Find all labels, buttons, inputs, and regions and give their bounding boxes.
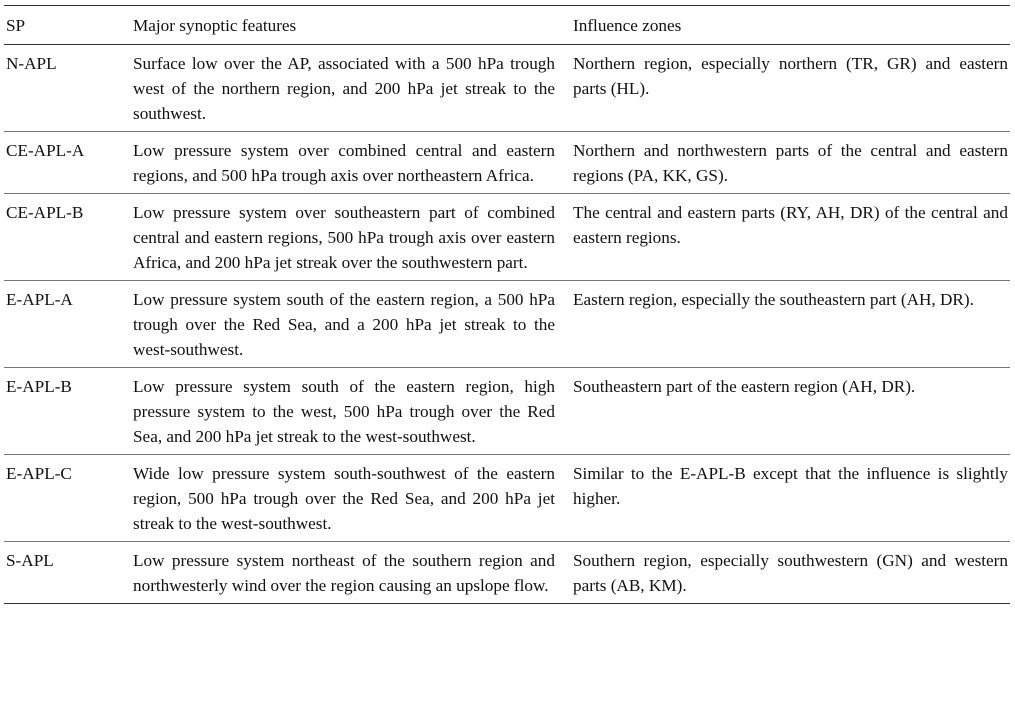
cell-zones: Eastern region, especially the southeastern part (AH, DR). bbox=[573, 290, 974, 309]
cell-features: Low pressure system south of the eastern region, high pressure system to the west, 500 hPa trough over the Red Sea, and 200 hPa jet streak to the west-southwest. bbox=[133, 377, 555, 446]
table-row bbox=[4, 45, 1010, 132]
cell-sp: CE-APL-B bbox=[6, 203, 84, 222]
table-row bbox=[4, 281, 1010, 368]
cell-features: Low pressure system northeast of the southern region and northwesterly wind over the region causing an upslope flow. bbox=[133, 551, 555, 595]
table-header bbox=[4, 6, 1010, 45]
header-sp: SP bbox=[6, 15, 26, 35]
cell-features: Low pressure system over combined central and eastern regions, and 500 hPa trough axis over northeastern Africa. bbox=[133, 141, 555, 185]
cell-zones: Northern region, especially northern (TR, GR) and eastern parts (HL). bbox=[573, 54, 1008, 98]
header-major-synoptic-features: Major synoptic features bbox=[133, 15, 297, 35]
cell-features: Surface low over the AP, associated with a 500 hPa trough west of the northern region, and 200 hPa jet streak to the southwest. bbox=[133, 54, 555, 123]
table-body bbox=[4, 45, 1010, 604]
table-row bbox=[4, 542, 1010, 604]
synoptic-pattern-table-container bbox=[4, 5, 1010, 604]
cell-sp: CE-APL-A bbox=[6, 141, 85, 160]
cell-sp: S-APL bbox=[6, 551, 54, 570]
cell-sp: N-APL bbox=[6, 54, 57, 73]
cell-features: Wide low pressure system south-southwest of the eastern region, 500 hPa trough over the Red Sea, and 200 hPa jet streak to the west-southwest. bbox=[133, 464, 555, 533]
cell-zones: Southeastern part of the eastern region (AH, DR). bbox=[573, 377, 916, 396]
table-row bbox=[4, 455, 1010, 542]
synoptic-pattern-table bbox=[4, 5, 1010, 604]
cell-zones: Northern and northwestern parts of the central and eastern regions (PA, KK, GS). bbox=[573, 141, 1008, 185]
table-row bbox=[4, 194, 1010, 281]
cell-zones: Similar to the E-APL-B except that the influence is slightly higher. bbox=[573, 464, 1008, 508]
header-row bbox=[4, 6, 1010, 45]
cell-zones: The central and eastern parts (RY, AH, DR) of the central and eastern regions. bbox=[573, 203, 1008, 247]
header-influence-zones: Influence zones bbox=[573, 15, 682, 35]
table-row bbox=[4, 368, 1010, 455]
cell-sp: E-APL-B bbox=[6, 377, 72, 396]
cell-sp: E-APL-A bbox=[6, 290, 73, 309]
cell-zones: Southern region, especially southwestern (GN) and western parts (AB, KM). bbox=[573, 551, 1008, 595]
cell-sp: E-APL-C bbox=[6, 464, 72, 483]
cell-features: Low pressure system over southeastern part of combined central and eastern regions, 500 hPa trough axis over eastern Africa, and 200 hPa jet streak over the southwestern part. bbox=[133, 203, 555, 272]
table-row bbox=[4, 132, 1010, 194]
cell-features: Low pressure system south of the eastern region, a 500 hPa trough over the Red Sea, and a 200 hPa jet streak to the west-southwest. bbox=[133, 290, 555, 359]
